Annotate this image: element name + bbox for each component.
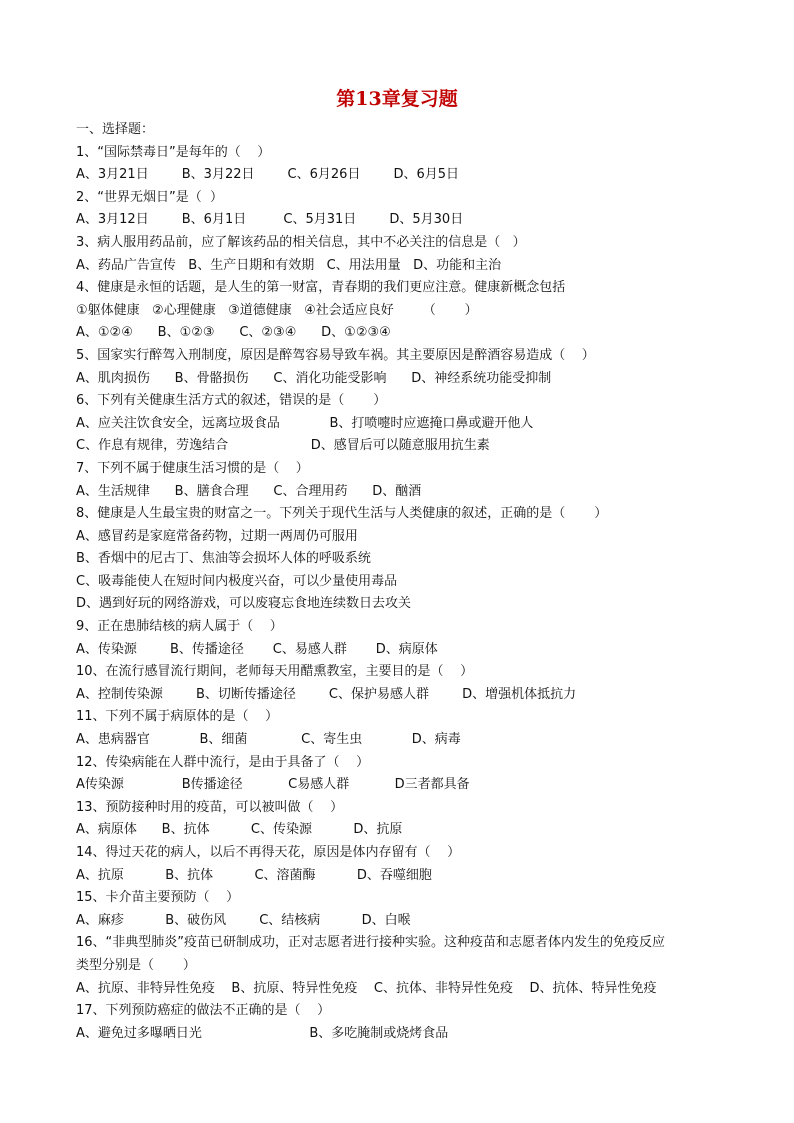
question-6-options-cd: C、作息有规律，劳逸结合 D、感冒后可以随意服用抗生素 (76, 438, 490, 454)
page-title: 第13章复习题 (336, 88, 458, 110)
question-15: 15、卡介苗主要预防（ ） (76, 890, 240, 906)
question-13-options: A、病原体 B、抗体 C、传染源 D、抗原 (76, 822, 403, 838)
question-7: 7、下列不属于健康生活习惯的是（ ） (76, 460, 309, 476)
question-8-option-c: C、吸毒能使人在短时间内极度兴奋，可以少量使用毒品 (76, 573, 398, 589)
question-2: 2、“世界无烟日”是（ ） (76, 189, 224, 205)
question-8-option-b: B、香烟中的尼古丁、焦油等会损坏人体的呼吸系统 (76, 551, 371, 567)
question-10-options: A、控制传染源 B、切断传播途径 C、保护易感人群 D、增强机体抵抗力 (76, 686, 577, 702)
question-5: 5、国家实行醉驾入刑制度，原因是醉驾容易导致车祸。其主要原因是醉酒容易造成（ ） (76, 347, 595, 363)
question-9-options: A、传染源 B、传播途径 C、易感人群 D、病原体 (76, 641, 438, 657)
question-8: 8、健康是人生最宝贵的财富之一。下列关于现代生活与人类健康的叙述，正确的是（ ） (76, 506, 608, 522)
question-6-options-ab: A、应关注饮食安全，远离垃圾食品 B、打喷嚏时应遮掩口鼻或避开他人 (76, 415, 534, 431)
question-8-option-d: D、遇到好玩的网络游戏，可以废寝忘食地连续数日去攻关 (76, 596, 412, 612)
question-15-options: A、麻疹 B、破伤风 C、结核病 D、白喉 (76, 912, 411, 928)
question-17-options: A、避免过多曝晒日光 B、多吃腌制或烧烤食品 (76, 1025, 449, 1041)
question-2-options: A、3月12日 B、6月1日 C、5月31日 D、5月30日 (76, 212, 464, 228)
question-17: 17、下列预防癌症的做法不正确的是（ ） (76, 1003, 331, 1019)
question-3: 3、病人服用药品前，应了解该药品的相关信息，其中不必关注的信息是（ ） (76, 234, 526, 250)
question-4-statements: ①躯体健康 ②心理健康 ③道德健康 ④社会适应良好 （ ） (76, 302, 478, 318)
question-1: 1、“国际禁毒日”是每年的（ ） (76, 144, 271, 160)
question-16-continued: 类型分别是（ ） (76, 957, 196, 973)
question-4-options: A、①②④ B、①②③ C、②③④ D、①②③④ (76, 325, 391, 341)
question-8-option-a: A、感冒药是家庭常备药物，过期一两周仍可服用 (76, 528, 358, 544)
section-heading: 一、选择题： (76, 122, 155, 137)
question-13: 13、预防接种时用的疫苗，可以被叫做（ ） (76, 799, 344, 815)
question-7-options: A、生活规律 B、膳食合理 C、合理用药 D、酗酒 (76, 483, 422, 499)
question-12-options: A传染源 B传播途径 C易感人群 D三者都具备 (76, 777, 470, 793)
question-5-options: A、肌肉损伤 B、骨骼损伤 C、消化功能受影响 D、神经系统功能受抑制 (76, 370, 552, 386)
question-12: 12、传染病能在人群中流行，是由于具备了（ ） (76, 754, 370, 770)
question-11: 11、下列不属于病原体的是（ ） (76, 709, 279, 725)
question-14: 14、得过天花的病人，以后不再得天花，原因是体内存留有（ ） (76, 845, 461, 860)
question-11-options: A、患病器官 B、细菌 C、寄生虫 D、病毒 (76, 732, 461, 748)
question-list (76, 119, 736, 1045)
question-4: 4、健康是永恒的话题，是人生的第一财富，青春期的我们更应注意。健康新概念包括 (76, 280, 566, 296)
question-1-options: A、3月21日 B、3月22日 C、6月26日 D、6月5日 (76, 167, 460, 183)
question-10: 10、在流行感冒流行期间，老师每天用醋熏教室，主要目的是（ ） (76, 664, 474, 680)
question-9: 9、正在患肺结核的病人属于（ ） (76, 619, 283, 635)
question-6: 6、下列有关健康生活方式的叙述，错误的是（ ） (76, 393, 387, 409)
question-14-options: A、抗原 B、抗体 C、溶菌酶 D、吞噬细胞 (76, 867, 432, 883)
question-3-options: A、药品广告宣传 B、生产日期和有效期 C、用法用量 D、功能和主治 (76, 257, 502, 273)
question-16-options: A、抗原、非特异性免疫 B、抗原、特异性免疫 C、抗体、非特异性免疫 D、抗体、特异性免疫 (76, 980, 657, 996)
question-16: 16、“非典型肺炎”疫苗已研制成功，正对志愿者进行接种实验。这种疫苗和志愿者体内发生的免疫反应 (76, 935, 666, 951)
